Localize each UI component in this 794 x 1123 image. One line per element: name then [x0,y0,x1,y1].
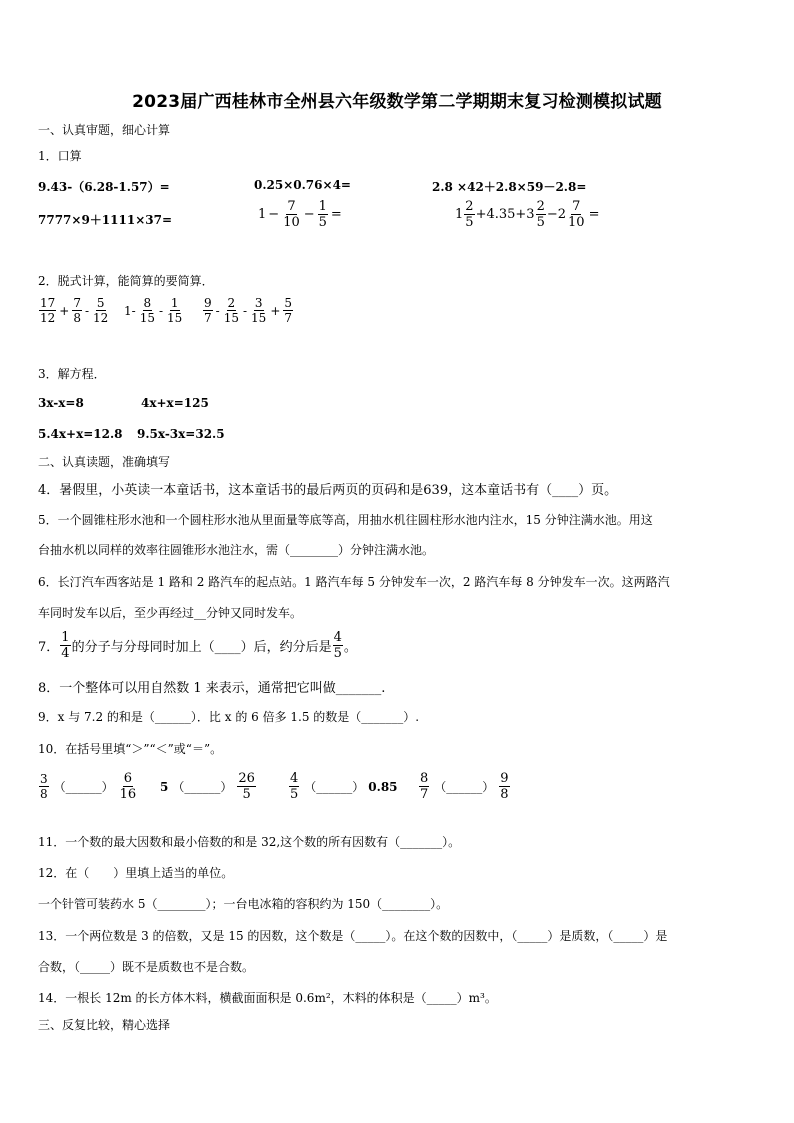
question-6-line-2: 车同时发车以后，至少再经过__分钟又同时发车。 [38,606,303,620]
question-number: 7． [38,640,60,655]
question-2-label: 2．脱式计算，能简算的要简算． [38,274,214,288]
denominator: 5 [333,646,342,661]
numerator: 1 [170,296,179,310]
fraction [536,200,546,229]
q3-equation-1: 3x-x=8 [38,396,84,410]
question-6-line-1: 6．长汀汽车西客站是 1 路和 2 路汽车的起点站。1 路汽车每 5 分钟发车一次，2 路汽车每 8 分钟发车一次。这两路汽 [38,575,670,589]
question-7 [38,631,357,660]
denominator: 10 [568,215,585,230]
operator: − [303,207,315,222]
numerator: 4 [333,630,342,645]
q10-compare-1 [38,772,138,801]
numerator: 4 [290,771,299,786]
fraction [139,297,156,324]
fraction [166,297,183,324]
numerator: 7 [73,296,81,310]
question-5-line-1: 5．一个圆锥柱形水池和一个圆柱形水池从里面量等底等高，用抽水机往圆柱形水池内注水，15 分钟注满水池。用这 [38,513,653,527]
denominator: 10 [283,215,300,230]
denominator: 12 [93,311,109,325]
numerator: 6 [123,771,133,786]
whole-number: 1- [124,303,136,318]
q2-expr-2 [122,297,184,324]
fraction [289,772,299,801]
question-1-label: 1．口算 [38,149,82,163]
question-12-line-1: 12．在（ ）里填上适当的单位。 [38,866,234,880]
fraction [203,297,213,324]
fraction [464,200,474,229]
q1-expr-3: 2.8 ×42＋2.8×59－2.8= [432,180,587,194]
denominator: 5 [318,215,327,230]
numerator: 2 [465,199,474,214]
question-13-line-2: 合数，（_____）既不是质数也不是合数。 [38,960,255,974]
numerator: 3 [254,296,263,310]
question-3-label: 3．解方程． [38,367,106,381]
decimal-number: 0.85 [368,779,398,794]
whole-number: 5 [160,779,169,794]
answer-blank[interactable]: （______） [53,780,114,794]
q3-equation-2: 4x+x=125 [141,396,209,410]
q3-equation-3: 5.4x+x=12.8 [38,427,123,441]
fraction [283,297,293,324]
section-heading-3: 三、反复比较，精心选择 [38,1018,171,1032]
q1-expr-5 [258,200,344,229]
question-text: 的分子与分母同时加上（____）后，约分后是 [71,640,332,655]
question-8: 8．一个整体可以用自然数 1 来表示，通常把它叫做_______. [38,681,386,696]
answer-blank[interactable]: （______） [434,780,495,794]
denominator: 7 [204,311,212,325]
question-10-label: 10．在括号里填“＞”“＜”或“＝”。 [38,742,223,756]
operator-text: −2 [546,207,567,222]
numerator: 7 [287,199,296,214]
numerator: 2 [227,296,236,310]
minus-sign: - [158,303,164,318]
question-13-line-1: 13．一个两位数是 3 的倍数，又是 15 的因数，这个数是（_____）。在这个数的因数中，（_____）是质数，（_____）是 [38,929,668,943]
page-title: 2023届广西桂林市全州县六年级数学第二学期期末复习检测模拟试题 [132,92,662,112]
fraction [223,297,240,324]
fraction [250,297,267,324]
numerator: 8 [420,771,429,786]
question-11: 11．一个数的最大因数和最小倍数的和是 32,这个数的所有因数有（_______）。 [38,835,461,849]
numerator: 17 [40,296,56,310]
fraction [567,200,586,229]
plus-sign: + [59,303,70,318]
question-14: 14．一根长 12m 的长方体木料，横截面面积是 0.6m²，木料的体积是（_____）m³。 [38,991,497,1005]
minus-sign: - [84,303,90,318]
numerator: 5 [284,296,293,310]
numerator: 26 [238,771,255,786]
fraction [237,772,256,801]
fraction [419,772,429,801]
question-5-line-2: 台抽水机以同样的效率往圆锥形水池注水，需（________）分钟注满水池。 [38,543,435,557]
denominator: 7 [420,787,429,802]
numerator: 1 [61,630,70,645]
operator: = [330,207,342,222]
denominator: 5 [290,787,299,802]
fraction [39,773,49,800]
q3-equation-4: 9.5x-3x=32.5 [137,427,225,441]
fraction [39,297,56,324]
q1-expr-2: 0.25×0.76×4= [254,178,351,192]
q10-compare-4 [418,772,511,801]
denominator: 4 [61,646,70,661]
section-heading-1: 一、认真审题，细心计算 [38,123,171,137]
fraction [119,772,138,801]
numerator: 8 [143,296,152,310]
q2-expr-3 [202,297,294,324]
plus-sign: + [270,303,281,318]
operator-text: +4.35+3 [475,207,535,222]
numerator: 2 [536,199,545,214]
denominator: 5 [536,215,545,230]
q2-expr-1 [38,297,110,324]
fraction [60,631,70,660]
question-4: 4．暑假里，小英读一本童话书，这本童话书的最后两页的页码和是639，这本童话书有（____）页。 [38,483,618,498]
denominator: 8 [73,311,81,325]
fraction [92,297,109,324]
minus-sign: - [215,303,220,318]
denominator: 12 [40,311,56,325]
denominator: 15 [223,311,239,325]
whole-number: 1 [455,207,464,222]
numerator: 9 [204,296,212,310]
fraction [318,200,328,229]
fraction [333,631,343,660]
operator: = [588,207,600,222]
fraction [499,772,509,801]
denominator: 7 [284,311,293,325]
q10-compare-3 [288,772,398,801]
operator: − [268,207,280,222]
answer-blank[interactable]: （______） [172,780,233,794]
question-12-line-2: 一个针管可装药水 5（________）；一台电冰箱的容积约为 150（________）。 [38,897,449,911]
denominator: 15 [251,311,267,325]
denominator: 8 [500,787,509,802]
whole-number: 1 [258,207,267,222]
numerator: 9 [500,771,509,786]
q1-expr-1: 9.43-（6.28-1.57）= [38,180,170,194]
denominator: 15 [167,311,183,325]
fraction [282,200,301,229]
denominator: 15 [139,311,155,325]
fraction [72,297,82,324]
denominator: 5 [242,787,251,802]
punctuation: 。 [343,640,357,655]
q1-expr-6 [455,200,601,229]
denominator: 8 [40,787,48,801]
question-9: 9．x 与 7.2 的和是（______）．比 x 的 6 倍多 1.5 的数是（_______）. [38,710,420,724]
numerator: 3 [40,772,48,786]
section-heading-2: 二、认真读题，准确填写 [38,455,171,469]
numerator: 7 [572,199,581,214]
q1-expr-4: 7777×9＋1111×37= [38,213,173,227]
answer-blank[interactable]: （______） [304,780,365,794]
numerator: 1 [318,199,327,214]
q10-compare-2 [160,772,257,801]
minus-sign: - [242,303,248,318]
denominator: 16 [119,787,137,802]
numerator: 5 [96,296,105,310]
denominator: 5 [465,215,474,230]
